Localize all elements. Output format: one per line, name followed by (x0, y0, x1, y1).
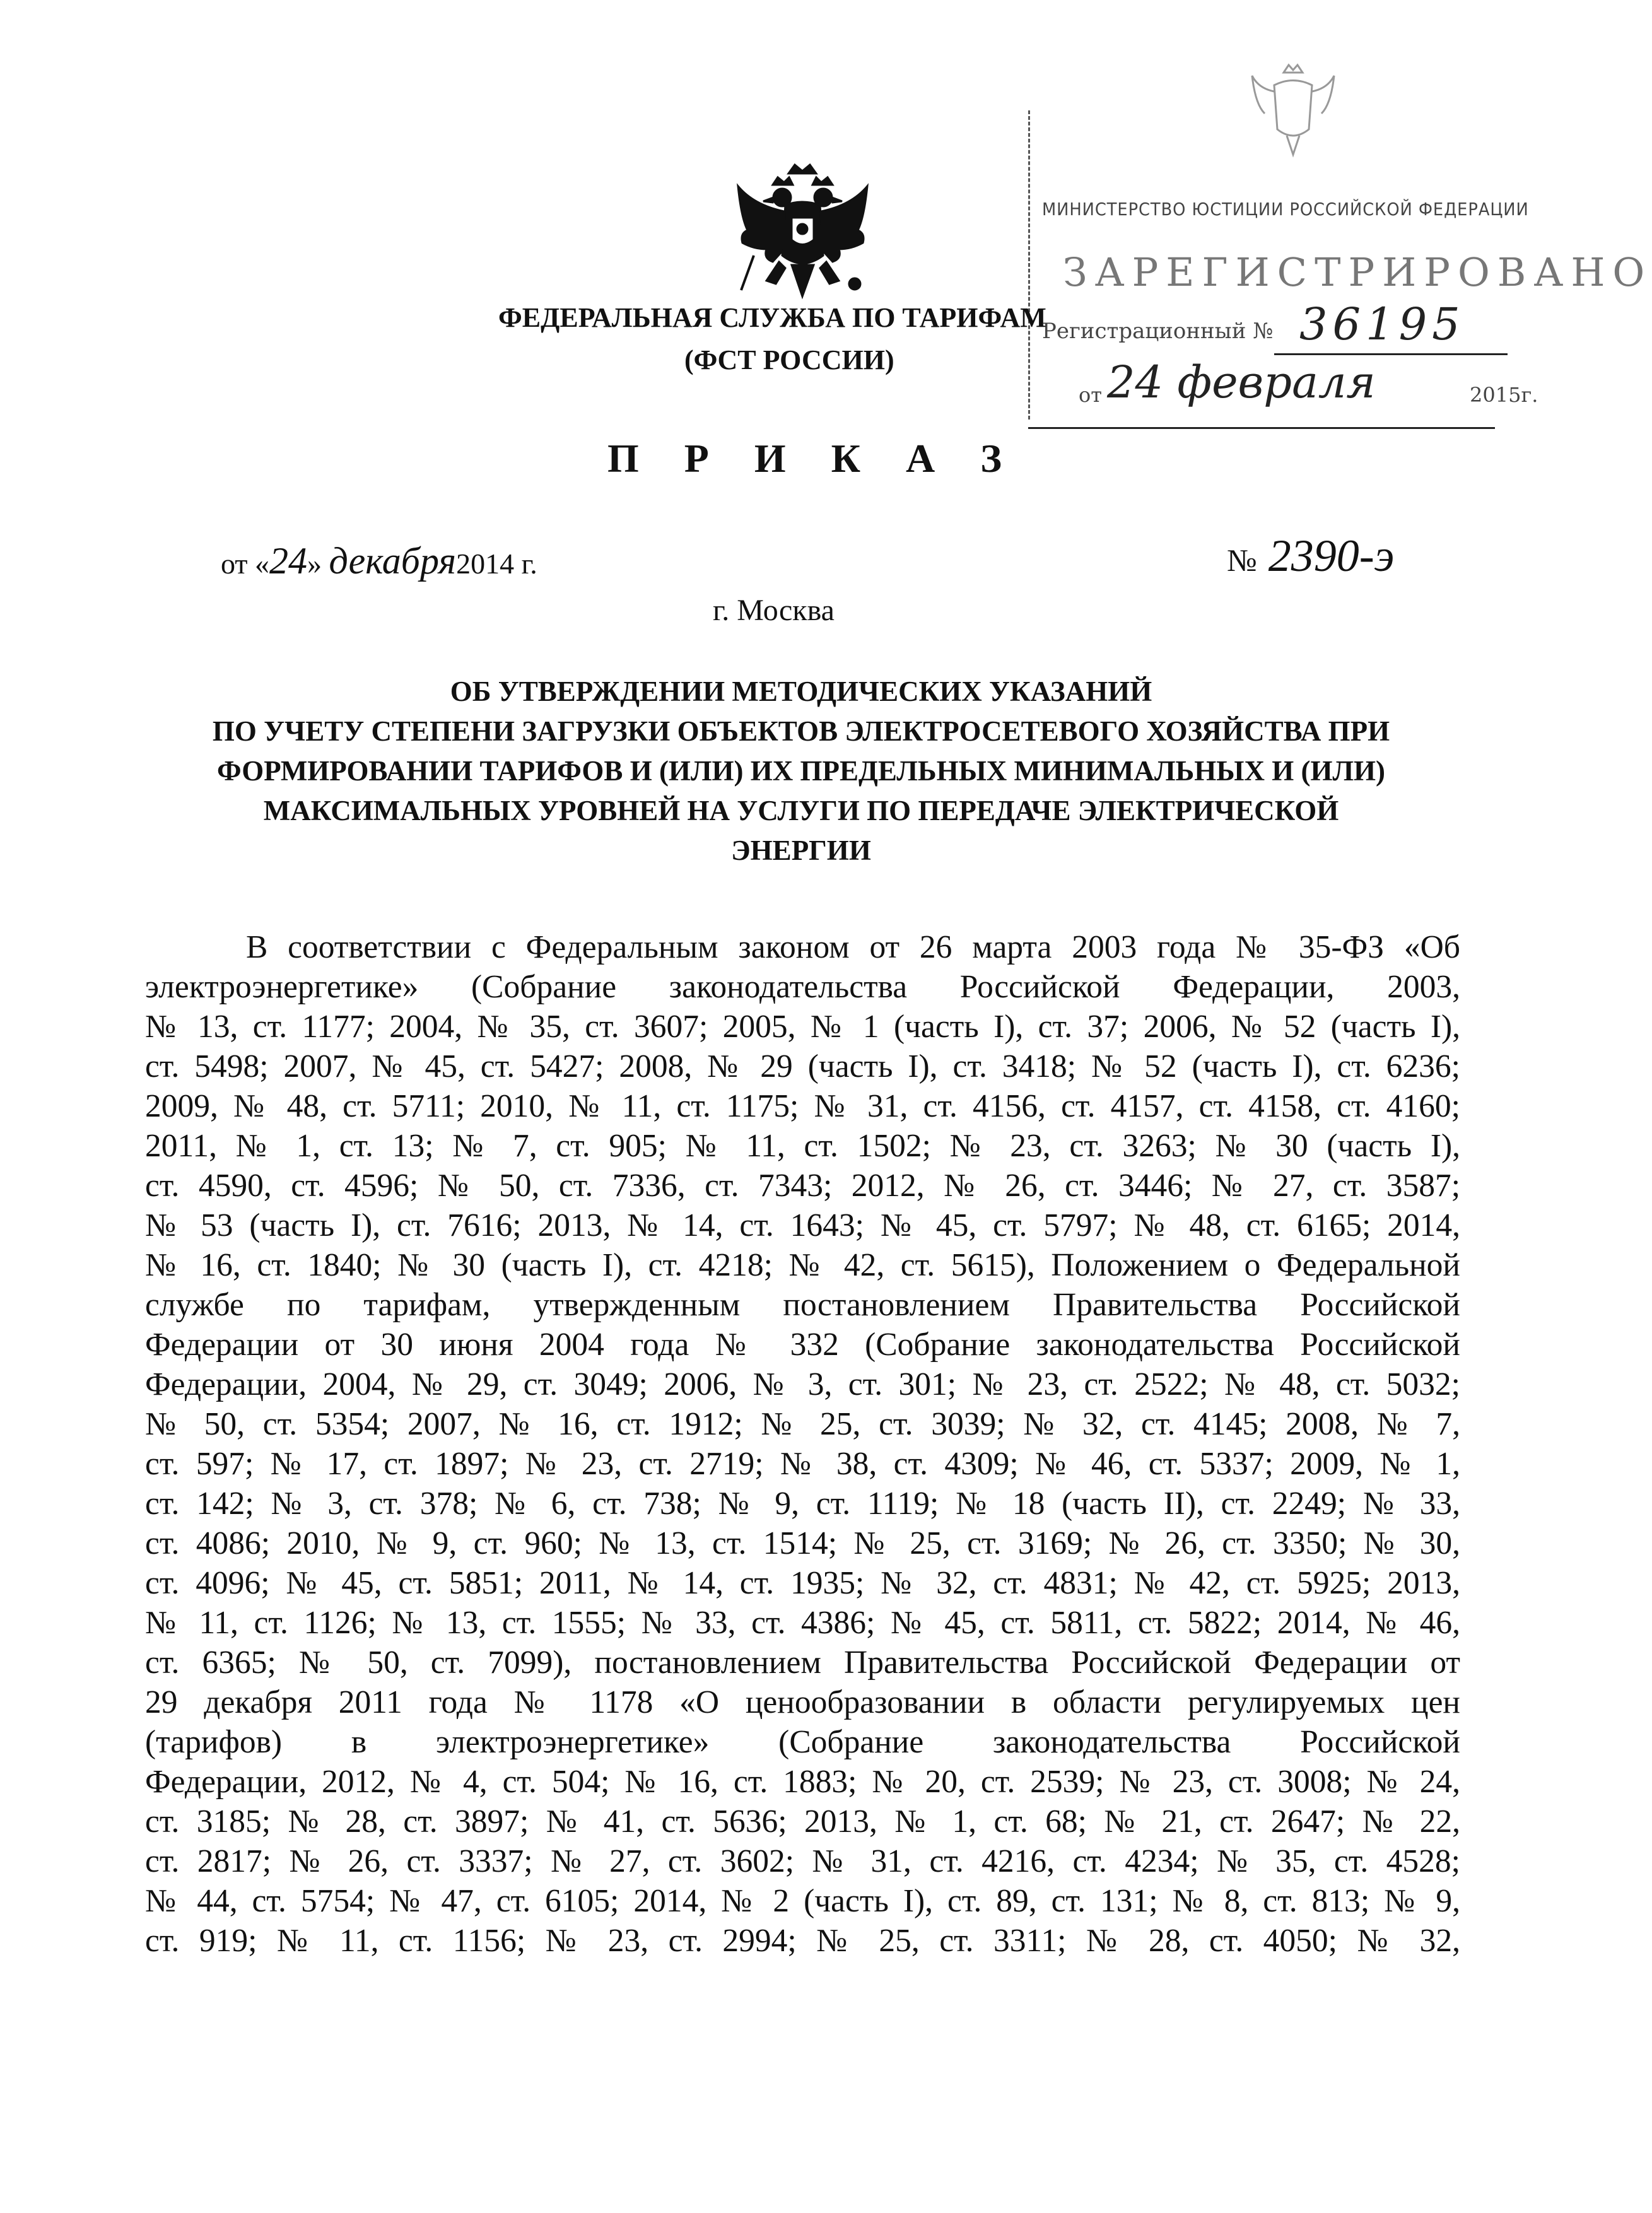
heading-line: ЭНЕРГИИ (731, 835, 871, 866)
body-line: ст. 2817; № 26, ст. 3337; № 27, ст. 3602; № 31, ст. 4216, ст. 4234; № 35, ст. 4528; (145, 1843, 1460, 1879)
body-line: ст. 6365; № 50, ст. 7099), постановлением Правительства Российской Федерации от (145, 1645, 1460, 1681)
body-line: службе по тарифам, утвержденным постановлением Правительства Российской (145, 1287, 1460, 1323)
document-body (145, 927, 1460, 1961)
body-line: № 16, ст. 1840; № 30 (часть I), ст. 4218; № 42, ст. 5615), Положением о Федеральной (145, 1247, 1460, 1283)
body-line: ст. 4590, ст. 4596; № 50, ст. 7336, ст. 7343; 2012, № 26, ст. 3446; № 27, ст. 3587; (145, 1168, 1460, 1204)
date-close-quote: » (307, 548, 322, 580)
date-open-quote: « (255, 548, 269, 580)
document-type-title: П Р И К А З (607, 436, 1020, 481)
body-line: ст. 4086; 2010, № 9, ст. 960; № 13, ст. 1514; № 25, ст. 3169; № 26, ст. 3350; № 30, (145, 1525, 1460, 1561)
document-number (1227, 530, 1394, 582)
body-line: Федерации, 2012, № 4, ст. 504; № 16, ст. 1883; № 20, ст. 2539; № 23, ст. 3008; № 24, (145, 1764, 1460, 1800)
body-line: 29 декабря 2011 года № 1178 «О ценообразовании в области регулируемых цен (145, 1684, 1460, 1720)
body-line: ст. 597; № 17, ст. 1897; № 23, ст. 2719; № 38, ст. 4309; № 46, ст. 5337; 2009, № 1, (145, 1446, 1460, 1482)
body-line: Федерации от 30 июня 2004 года № 332 (Собрание законодательства Российской (145, 1327, 1460, 1363)
document-date (221, 539, 537, 583)
registration-stamp (1028, 60, 1652, 408)
body-line: электроэнергетике» (Собрание законодательства Российской Федерации, 2003, (145, 969, 1460, 1005)
body-line: № 50, ст. 5354; 2007, № 16, ст. 1912; № 25, ст. 3039; № 32, ст. 4145; 2008, № 7, (145, 1406, 1460, 1442)
heading-line: ПО УЧЕТУ СТЕПЕНИ ЗАГРУЗКИ ОБЪЕКТОВ ЭЛЕКТРОСЕТЕВОГО ХОЗЯЙСТВА ПРИ (212, 715, 1390, 747)
body-line: ст. 5498; 2007, № 45, ст. 5427; 2008, № 29 (часть I), ст. 3418; № 52 (часть I), ст. 6236; (145, 1048, 1460, 1084)
heading-line: ОБ УТВЕРЖДЕНИИ МЕТОДИЧЕСКИХ УКАЗАНИЙ (450, 676, 1152, 707)
body-line: ст. 4096; № 45, ст. 5851; 2011, № 14, ст. 1935; № 32, ст. 4831; № 42, ст. 5925; 2013, (145, 1565, 1460, 1601)
stamp-underline (1028, 427, 1495, 429)
body-line: № 44, ст. 5754; № 47, ст. 6105; 2014, № 2 (часть I), ст. 89, ст. 131; № 8, ст. 813; № 9, (145, 1883, 1460, 1919)
stamp-regnum-value: 36195 (1299, 298, 1465, 350)
date-year: 2014 г. (456, 548, 537, 580)
body-line: ст. 142; № 3, ст. 378; № 6, ст. 738; № 9, ст. 1119; № 18 (часть II), ст. 2249; № 33, (145, 1486, 1460, 1522)
date-prefix: от (221, 548, 248, 580)
body-line: ст. 919; № 11, ст. 1156; № 23, ст. 2994; № 25, ст. 3311; № 28, ст. 4050; № 32, (145, 1923, 1460, 1959)
stamp-date-prefix: от (1079, 383, 1102, 407)
stamp-regnum-label: Регистрационный № (1042, 319, 1274, 344)
body-line: № 11, ст. 1126; № 13, ст. 1555; № 33, ст. 4386; № 45, ст. 5811, ст. 5822; 2014, № 46, (145, 1605, 1460, 1641)
heading-line: ФОРМИРОВАНИИ ТАРИФОВ И (ИЛИ) ИХ ПРЕДЕЛЬНЫХ МИНИМАЛЬНЫХ И (ИЛИ) (217, 755, 1385, 787)
date-day-handwritten: 24 (269, 540, 307, 582)
heading-line: МАКСИМАЛЬНЫХ УРОВНЕЙ НА УСЛУГИ ПО ПЕРЕДАЧЕ ЭЛЕКТРИЧЕСКОЙ (263, 795, 1339, 826)
number-value-handwritten: 2390-э (1268, 531, 1395, 581)
stamp-border (1028, 110, 1030, 420)
stamp-underline (1274, 353, 1508, 355)
body-line: 2011, № 1, ст. 13; № 7, ст. 905; № 11, ст. 1502; № 23, ст. 3263; № 30 (часть I), (145, 1128, 1460, 1164)
document-city: г. Москва (713, 594, 835, 627)
agency-name: ФЕДЕРАЛЬНАЯ СЛУЖБА ПО ТАРИФАМ (498, 302, 1046, 333)
agency-short-name: (ФСТ РОССИИ) (684, 344, 894, 375)
stamp-registered-label: ЗАРЕГИСТРИРОВАНО (1063, 249, 1652, 295)
coat-of-arms-icon (729, 161, 877, 303)
date-month-handwritten: декабря (329, 540, 457, 582)
body-line: ст. 3185; № 28, ст. 3897; № 41, ст. 5636; 2013, № 1, ст. 68; № 21, ст. 2647; № 22, (145, 1804, 1460, 1840)
body-line: 2009, № 48, ст. 5711; 2010, № 11, ст. 1175; № 31, ст. 4156, ст. 4157, ст. 4158, ст. 4160; (145, 1088, 1460, 1124)
body-line: № 13, ст. 1177; 2004, № 35, ст. 3607; 2005, № 1 (часть I), ст. 37; 2006, № 52 (часть I), (145, 1009, 1460, 1045)
number-label: № (1227, 543, 1257, 578)
body-line: Федерации, 2004, № 29, ст. 3049; 2006, № 3, ст. 301; № 23, ст. 2522; № 48, ст. 5032; (145, 1366, 1460, 1402)
body-line: (тарифов) в электроэнергетике» (Собрание законодательства Российской (145, 1724, 1460, 1760)
stamp-ministry: МИНИСТЕРСТВО ЮСТИЦИИ РОССИЙСКОЙ ФЕДЕРАЦИИ (1042, 199, 1529, 220)
stamp-date-suffix: 2015г. (1470, 383, 1538, 407)
seal-emblem-icon (1246, 60, 1340, 161)
body-line: № 53 (часть I), ст. 7616; 2013, № 14, ст. 1643; № 45, ст. 5797; № 48, ст. 6165; 2014, (145, 1207, 1460, 1243)
stamp-date-value: 24 февраля (1107, 356, 1376, 408)
body-line: В соответствии с Федеральным законом от 26 марта 2003 года № 35-ФЗ «Об (246, 929, 1460, 965)
document-heading (145, 672, 1457, 871)
